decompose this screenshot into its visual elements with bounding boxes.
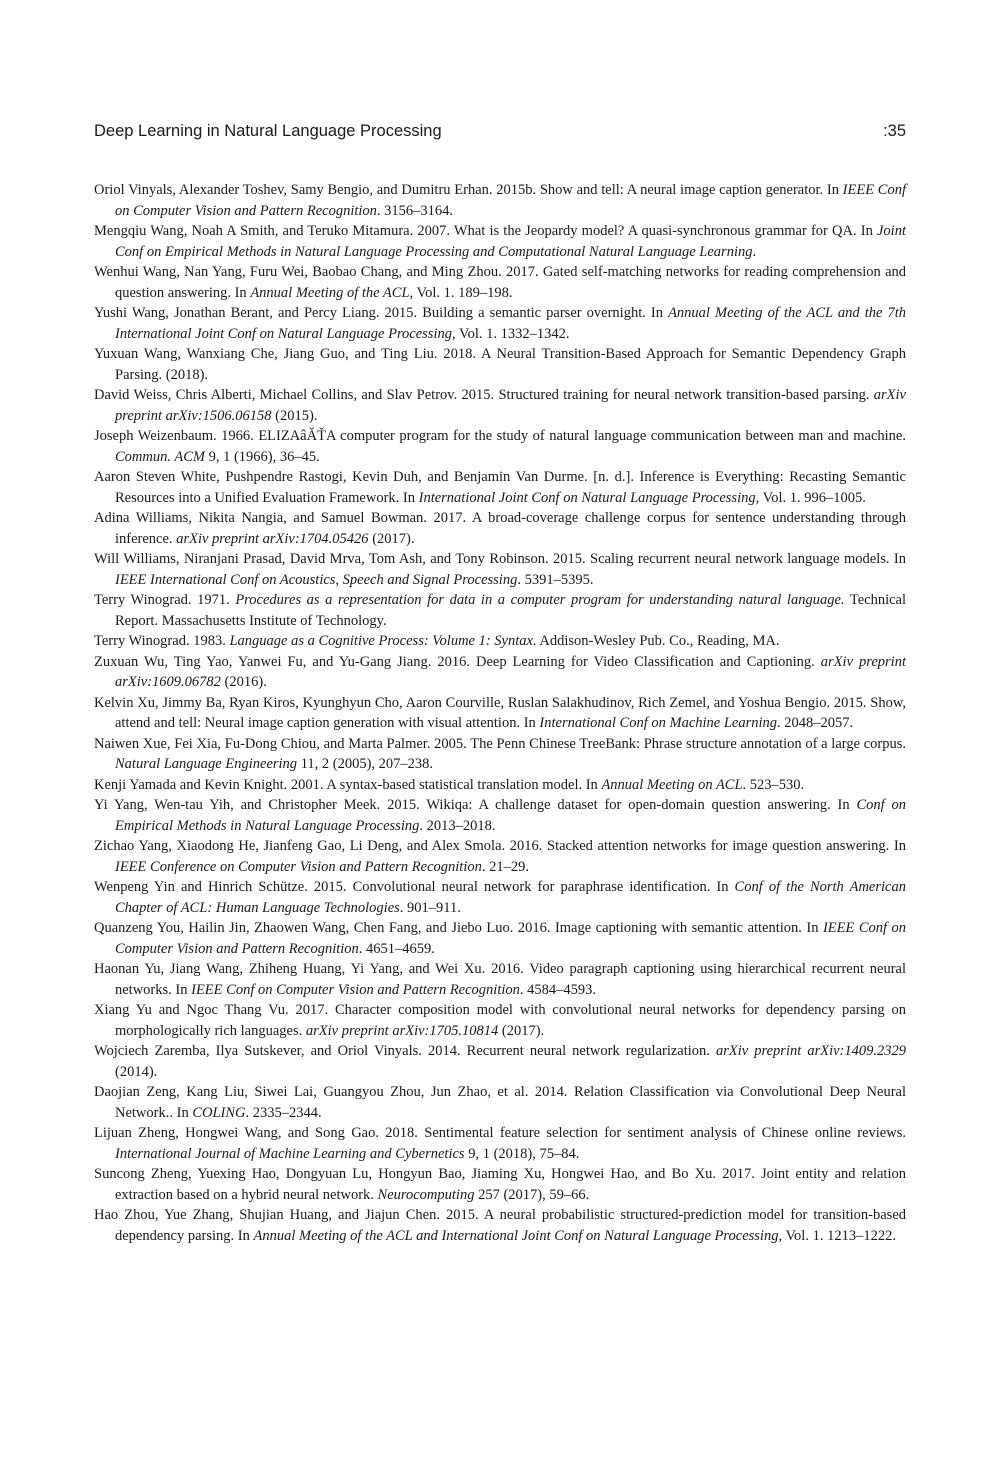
reference-details: Addison-Wesley Pub. Co., Reading, MA. bbox=[536, 633, 780, 649]
reference-details: , Vol. 1. 996–1005. bbox=[755, 489, 866, 506]
reference-details: (2014). bbox=[115, 1063, 158, 1080]
reference-venue: International Joint Conf on Natural Language Processing bbox=[418, 489, 756, 506]
reference-venue: International Journal of Machine Learning and Cybernetics bbox=[115, 1145, 465, 1162]
reference-details: . 5391–5395. bbox=[517, 571, 594, 588]
reference-text: Mengqiu Wang, Noah A Smith, and Teruko Mitamura. 2007. What is the Jeopardy model? A quasi-synchronous grammar for QA. In bbox=[94, 223, 877, 239]
reference-venue: arXiv preprint arXiv:1409.2329 bbox=[715, 1043, 907, 1059]
reference-text: Yuxuan Wang, Wanxiang Che, Jiang Guo, and Ting Liu. 2018. A Neural Transition-Based Approach for Semantic Dependency Graph Parsing. (2018). bbox=[94, 346, 906, 383]
reference-entry bbox=[94, 508, 906, 549]
reference-entry bbox=[94, 467, 906, 508]
reference-venue: International Conf on Machine Learning bbox=[539, 715, 778, 731]
reference-entry bbox=[94, 1041, 906, 1082]
reference-entry bbox=[94, 262, 906, 303]
reference-details: (2015). bbox=[271, 407, 318, 424]
reference-details: . 901–911. bbox=[399, 899, 461, 916]
reference-venue: Annual Meeting of the ACL and the 7th International Joint Conf on Natural Language Processing bbox=[115, 305, 906, 342]
reference-entry bbox=[94, 836, 906, 877]
reference-text: Zuxuan Wu, Ting Yao, Yanwei Fu, and Yu-Gang Jiang. 2016. Deep Learning for Video Classification and Captioning. bbox=[94, 653, 821, 670]
reference-entry bbox=[94, 426, 906, 467]
reference-text: Yushi Wang, Jonathan Berant, and Percy Liang. 2015. Building a semantic parser overnight. In bbox=[94, 305, 669, 321]
reference-text: Xiang Yu and Ngoc Thang Vu. 2017. Character composition model with convolutional neural networks for dependency parsing on morphologically rich languages. bbox=[94, 1002, 906, 1039]
reference-details: 9, 1 (1966), 36–45. bbox=[204, 448, 320, 465]
reference-details: Technical Report. Massachusetts Institute of Technology. bbox=[115, 592, 906, 629]
reference-entry bbox=[94, 590, 906, 631]
reference-venue: IEEE Conf on Computer Vision and Pattern Recognition bbox=[115, 920, 906, 957]
reference-venue: IEEE Conf on Computer Vision and Pattern Recognition bbox=[115, 182, 906, 219]
reference-text: Quanzeng You, Hailin Jin, Zhaowen Wang, Chen Fang, and Jiebo Luo. 2016. Image captioning with semantic attention. In bbox=[94, 920, 823, 936]
reference-text: Joseph Weizenbaum. 1966. ELIZAâĂŤA computer program for the study of natural language communication between man and machine. bbox=[94, 428, 906, 444]
reference-venue: Conf of the North American Chapter of ACL: Human Language Technologies bbox=[115, 879, 906, 916]
reference-details: . bbox=[752, 243, 757, 260]
reference-venue: Joint Conf on Empirical Methods in Natural Language Processing and Computational Natural Language Learning bbox=[115, 223, 906, 260]
reference-entry bbox=[94, 221, 906, 262]
reference-venue: arXiv preprint arXiv:1704.05426 bbox=[176, 530, 369, 547]
reference-venue: Neurocomputing bbox=[377, 1186, 475, 1203]
reference-text: Suncong Zheng, Yuexing Hao, Dongyuan Lu, Hongyun Bao, Jiaming Xu, Hongwei Hao, and Bo Xu. 2017. Joint entity and relation extraction based on a hybrid neural network. bbox=[94, 1166, 906, 1203]
reference-text: Wojciech Zaremba, Ilya Sutskever, and Oriol Vinyals. 2014. Recurrent neural network regularization. bbox=[94, 1043, 716, 1059]
reference-text: Hao Zhou, Yue Zhang, Shujian Huang, and Jiajun Chen. 2015. A neural probabilistic structured-prediction model for transition-based dependency parsing. In bbox=[94, 1207, 906, 1244]
reference-text: Kenji Yamada and Kevin Knight. 2001. A syntax-based statistical translation model. In bbox=[94, 776, 602, 793]
reference-entry bbox=[94, 775, 906, 796]
reference-details: . 4584–4593. bbox=[519, 981, 597, 998]
reference-venue: arXiv preprint arXiv:1705.10814 bbox=[305, 1022, 499, 1039]
reference-entry bbox=[94, 959, 906, 1000]
reference-text: Daojian Zeng, Kang Liu, Siwei Lai, Guangyou Zhou, Jun Zhao, et al. 2014. Relation Classification via Convolutional Deep Neural Network.. In bbox=[94, 1084, 906, 1121]
reference-text: Aaron Steven White, Pushpendre Rastogi, Kevin Duh, and Benjamin Van Durme. [n. d.]. Inference is Everything: Recasting Semantic Resources into a Unified Evaluation Framework. In bbox=[94, 469, 906, 506]
running-title: Deep Learning in Natural Language Processing bbox=[94, 122, 442, 140]
reference-details: (2017). bbox=[498, 1022, 545, 1039]
reference-details: , Vol. 1. 1213–1222. bbox=[778, 1227, 896, 1244]
reference-venue: Commun. ACM bbox=[115, 448, 205, 465]
reference-entry bbox=[94, 652, 906, 693]
reference-venue: Conf on Empirical Methods in Natural Language Processing bbox=[115, 797, 907, 834]
reference-text: Adina Williams, Nikita Nangia, and Samuel Bowman. 2017. A broad-coverage challenge corpus for sentence understanding through inference. bbox=[94, 510, 906, 547]
reference-text: Will Williams, Niranjani Prasad, David Mrva, Tom Ash, and Tony Robinson. 2015. Scaling recurrent neural network language models. In bbox=[94, 551, 906, 567]
reference-details: 9, 1 (2018), 75–84. bbox=[464, 1145, 580, 1162]
reference-details: , Vol. 1. 189–198. bbox=[409, 284, 513, 301]
reference-entry bbox=[94, 1164, 906, 1205]
reference-entry bbox=[94, 795, 906, 836]
reference-entry bbox=[94, 918, 906, 959]
reference-entry bbox=[94, 1123, 906, 1164]
reference-text: Oriol Vinyals, Alexander Toshev, Samy Bengio, and Dumitru Erhan. 2015b. Show and tell: A neural image caption generator. In bbox=[94, 182, 843, 198]
reference-text: Lijuan Zheng, Hongwei Wang, and Song Gao. 2018. Sentimental feature selection for sentiment analysis of Chinese online reviews. bbox=[94, 1125, 906, 1141]
reference-entry bbox=[94, 1205, 906, 1246]
reference-text: Terry Winograd. 1983. bbox=[94, 633, 230, 649]
running-header bbox=[94, 122, 906, 146]
reference-venue: IEEE Conf on Computer Vision and Pattern Recognition bbox=[191, 981, 520, 998]
reference-text: Zichao Yang, Xiaodong He, Jianfeng Gao, Li Deng, and Alex Smola. 2016. Stacked attention networks for image question answering. In bbox=[94, 838, 906, 854]
page-number: :35 bbox=[883, 122, 906, 140]
reference-venue: Procedures as a representation for data in a computer program for understanding natural language. bbox=[235, 592, 845, 608]
reference-details: . 4651–4659. bbox=[358, 940, 435, 957]
reference-venue: COLING bbox=[192, 1104, 246, 1121]
reference-details: 11, 2 (2005), 207–238. bbox=[297, 756, 434, 772]
reference-details: 257 (2017), 59–66. bbox=[474, 1186, 590, 1203]
reference-text: Haonan Yu, Jiang Wang, Zhiheng Huang, Yi Yang, and Wei Xu. 2016. Video paragraph captioning using hierarchical recurrent neural networks. In bbox=[94, 961, 906, 998]
reference-entry bbox=[94, 734, 906, 775]
reference-entry bbox=[94, 693, 906, 734]
reference-venue: Annual Meeting of the ACL and International Joint Conf on Natural Language Processing bbox=[253, 1227, 779, 1244]
reference-details: . 3156–3164. bbox=[376, 202, 454, 219]
reference-details: . 2048–2057. bbox=[777, 715, 854, 731]
reference-entry bbox=[94, 303, 906, 344]
reference-venue: Annual Meeting on ACL bbox=[601, 776, 743, 793]
reference-venue: arXiv preprint arXiv:1506.06158 bbox=[115, 387, 906, 424]
reference-venue: arXiv preprint arXiv:1609.06782 bbox=[115, 653, 906, 690]
reference-text: Naiwen Xue, Fei Xia, Fu-Dong Chiou, and Marta Palmer. 2005. The Penn Chinese TreeBank: Phrase structure annotation of a large corpus. bbox=[94, 735, 906, 752]
reference-venue: IEEE Conference on Computer Vision and Pattern Recognition bbox=[115, 858, 482, 875]
reference-details: . 523–530. bbox=[742, 776, 805, 793]
reference-text: David Weiss, Chris Alberti, Michael Collins, and Slav Petrov. 2015. Structured training for neural network transition-based parsing. bbox=[94, 387, 874, 403]
reference-entry bbox=[94, 549, 906, 590]
reference-details: . 21–29. bbox=[481, 858, 529, 875]
reference-details: . 2013–2018. bbox=[419, 817, 496, 834]
reference-details: . 2335–2344. bbox=[245, 1104, 322, 1121]
reference-venue: Language as a Cognitive Process: Volume 1: Syntax. bbox=[229, 633, 537, 649]
reference-details: (2016). bbox=[220, 674, 267, 690]
reference-text: Wenhui Wang, Nan Yang, Furu Wei, Baobao Chang, and Ming Zhou. 2017. Gated self-matching networks for reading comprehension and question answering. In bbox=[94, 264, 906, 301]
reference-text: Yi Yang, Wen-tau Yih, and Christopher Meek. 2015. Wikiqa: A challenge dataset for open-domain question answering. In bbox=[94, 797, 857, 813]
reference-entry bbox=[94, 385, 906, 426]
reference-entry bbox=[94, 1082, 906, 1123]
reference-venue: IEEE International Conf on Acoustics, Speech and Signal Processing bbox=[115, 571, 518, 588]
reference-entry bbox=[94, 631, 906, 652]
reference-text: Kelvin Xu, Jimmy Ba, Ryan Kiros, Kyunghyun Cho, Aaron Courville, Ruslan Salakhudinov, Rich Zemel, and Yoshua Bengio. 2015. Show, attend and tell: Neural image caption generation with visual attention. In bbox=[94, 694, 906, 731]
reference-text: Wenpeng Yin and Hinrich Schütze. 2015. Convolutional neural network for paraphrase identification. In bbox=[94, 879, 735, 895]
reference-details: , Vol. 1. 1332–1342. bbox=[451, 325, 570, 342]
reference-list bbox=[94, 180, 906, 1246]
reference-entry bbox=[94, 877, 906, 918]
reference-entry bbox=[94, 1000, 906, 1041]
reference-venue: Natural Language Engineering bbox=[115, 756, 298, 772]
reference-details: (2017). bbox=[368, 530, 415, 547]
reference-text: Terry Winograd. 1971. bbox=[94, 592, 236, 608]
reference-venue: Annual Meeting of the ACL bbox=[250, 284, 410, 301]
reference-entry bbox=[94, 344, 906, 385]
reference-entry bbox=[94, 180, 906, 221]
